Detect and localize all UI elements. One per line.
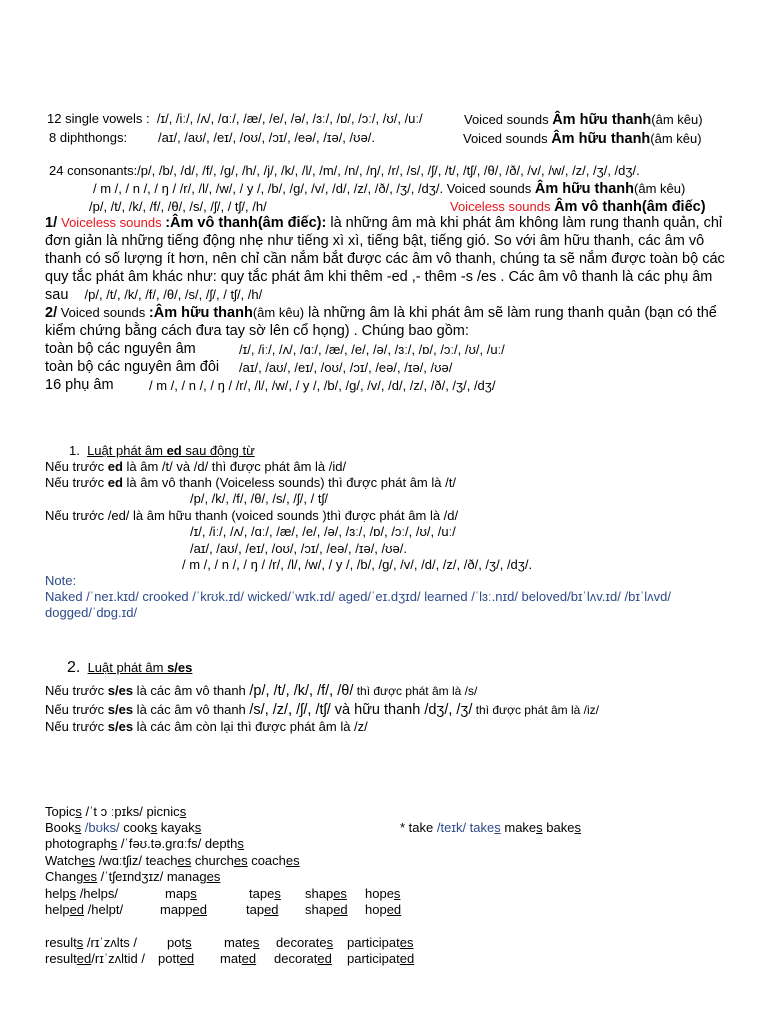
example-line: Books /bʊks/ cooks kayaks — [45, 820, 202, 835]
ed-rule-line: /p/, /k/, /f/, /θ/, /s/, /ʃ/, / tʃ/ — [190, 491, 328, 506]
diphthongs-voiced-label: Voiced sounds Âm hữu thanh(âm kêu) — [463, 131, 702, 147]
example-word: shaped — [305, 902, 348, 917]
example-word: maps — [165, 886, 197, 901]
ed-rule-line: / m /, / n /, / ŋ / /r/, /l/, /w/, / y /, /b/, /g/, /v/, /d/, /z/, /ð/, /ʒ/, /dʒ/. — [182, 557, 533, 572]
example-line: helps /helps/ — [45, 886, 118, 901]
voiced-row-ipa: /ɪ/, /iː/, /ʌ/, /ɑː/, /æ/, /e/, /ə/, /ɜː/, /ɒ/, /ɔː/, /ʊ/, /uː/ — [239, 342, 505, 357]
ed-rule-line: Nếu trước ed là âm vô thanh (Voiceless sounds) thì được phát âm là /t/ — [45, 475, 456, 490]
example-line: Topics /ˈt ɔ ːpɪks/ picnics — [45, 804, 187, 819]
example-word: taped — [246, 902, 279, 917]
diphthongs-ipa: /aɪ/, /aʊ/, /eɪ/, /oʊ/, /ɔɪ/, /eə/, /ɪə/, /ʊə/. — [158, 130, 375, 145]
consonants-line: 24 consonants:/p/, /b/, /d/, /f/, /g/, /h/, /j/, /k/, /l/, /m/, /n/, /ŋ/, /r/, /s/, /ʃ/, /t/, /tʃ/, /θ/, /ð/, /v/, /w/, /z/, /ʒ/, /dʒ/. — [49, 163, 640, 178]
example-word: mates — [224, 935, 260, 950]
example-word: participates — [347, 935, 414, 950]
example-line: photographs /ˈfəʊ.tə.grɑːfs/ depths — [45, 836, 244, 851]
diphthongs-line: 8 diphthongs: — [49, 130, 128, 145]
ses-rule-line: Nếu trước s/es là các âm còn lại thì được phát âm là /z/ — [45, 719, 368, 734]
vowels-voiced-label: Voiced sounds Âm hữu thanh(âm kêu) — [464, 112, 703, 128]
example-word: mated — [220, 951, 257, 966]
note-line: Naked /ˈneɪ.kɪd/ crooked /ˈkrʊk.ɪd/ wicked/ˈwɪk.ɪd/ aged/ˈeɪ.dʒɪd/ learned /ˈlɜː.nɪd/ beloved/bɪˈlʌv.ɪd/ /bɪˈlʌvd/ — [45, 589, 672, 604]
consonants-voiceless-label: Voiceless sounds Âm vô thanh(âm điếc) — [450, 199, 706, 215]
ed-rule-line: /aɪ/, /aʊ/, /eɪ/, /oʊ/, /ɔɪ/, /eə/, /ɪə/, /ʊə/. — [190, 541, 407, 556]
example-line: * take /teɪk/ takes makes bakes — [400, 820, 581, 835]
voiced-row-label: toàn bộ các nguyên âm đôi — [45, 359, 220, 375]
ses-rule-title: 2. Luật phát âm s/es — [67, 659, 193, 676]
note-label: Note: — [45, 573, 77, 588]
ed-rule-line: Nếu trước ed là âm /t/ và /d/ thì được phát âm là /id/ — [45, 459, 347, 474]
ses-rule-line: Nếu trước s/es là các âm vô thanh /s/, /z/, /ʃ/, /tʃ/ và hữu thanh /dʒ/, /ʒ/ thì được phát âm là /iz/ — [45, 702, 599, 718]
example-word: shapes — [305, 886, 347, 901]
example-word: hopes — [365, 886, 401, 901]
example-word: decorates — [276, 935, 334, 950]
vowels-line: 12 single vowels : /ɪ/, /iː/, /ʌ/, /ɑː/, /æ/, /e/, /ə/, /ɜː/, /ɒ/, /ɔː/, /ʊ/, /uː/ — [47, 111, 423, 126]
ed-rule-line: /ɪ/, /iː/, /ʌ/, /ɑː/, /æ/, /e/, /ə/, /ɜː/, /ɒ/, /ɔː/, /ʊ/, /uː/ — [190, 524, 456, 539]
example-word: potted — [158, 951, 195, 966]
example-word: mapped — [160, 902, 207, 917]
ed-rule-line: Nếu trước /ed/ là âm hữu thanh (voiced sounds )thì được phát âm là /d/ — [45, 508, 459, 523]
voiced-row-label: toàn bộ các nguyên âm — [45, 341, 196, 357]
voiced-row-label: 16 phụ âm — [45, 377, 114, 393]
ed-rule-title: 1. Luật phát âm ed sau động từ — [69, 443, 255, 458]
example-word: decorated — [274, 951, 332, 966]
example-word: hoped — [365, 902, 402, 917]
example-line: Watches /wɑːtʃiz/ teaches churches coaches — [45, 853, 300, 868]
example-word: tapes — [249, 886, 281, 901]
consonants-voiced-line: / m /, / n /, / ŋ / /r/, /l/, /w/, / y /, /b/, /g/, /v/, /d/, /z/, /ð/, /ʒ/, /dʒ/. Voiced sounds Âm hữu thanh(âm kêu) — [93, 181, 686, 197]
voiced-row-ipa: / m /, / n /, / ŋ / /r/, /l/, /w/, / y /, /b/, /g/, /v/, /d/, /z/, /ð/, /ʒ/, /dʒ/ — [149, 378, 496, 393]
example-line: Changes /ˈtʃeɪndʒɪz/ manages — [45, 869, 221, 884]
ses-rule-line: Nếu trước s/es là các âm vô thanh /p/, /t/, /k/, /f/, /θ/ thì được phát âm là /s/ — [45, 683, 478, 699]
voiced-row-ipa: /aɪ/, /aʊ/, /eɪ/, /oʊ/, /ɔɪ/, /eə/, /ɪə/, /ʊə/ — [239, 360, 453, 375]
example-line: resulted/rɪˈzʌltid / — [45, 951, 146, 966]
section-voiceless: 1/ Voiceless sounds :Âm vô thanh(âm điếc): là những âm mà khi phát âm không làm rung thanh quản, chỉ đơn giản là những tiếng động nhẹ như tiếng xì xì, tiếng bật, tiếng gió. So với âm hữu thanh, các âm vô thanh có số lượng ít hơn, nên chỉ cần nắm bắt được các âm vô thanh, chúng ta sẽ nắm được toàn bộ các quy tắc phát âm khác như: quy tắc phát âm khi thêm -ed ,- thêm -s /es . Các âm vô thanh là các phụ âm sau /p/, /t/, /k/, /f/, /θ/, /s/, /ʃ/, / tʃ/, /h/ — [45, 215, 725, 303]
example-word: participated — [347, 951, 415, 966]
section-voiced: 2/ Voiced sounds :Âm hữu thanh(âm kêu) là những âm là khi phát âm sẽ làm rung thanh quản (bạn có thể kiểm chứng bằng cách đưa tay sờ lên cổ họng) . Chúng bao gồm: — [45, 305, 717, 339]
example-word: pots — [167, 935, 192, 950]
example-line: helped /helpt/ — [45, 902, 124, 917]
consonants-voiceless-ipa: /p/, /t/, /k/, /f/, /θ/, /s/, /ʃ/, / tʃ/, /h/ — [89, 199, 267, 214]
example-line: results /rɪˈzʌlts / — [45, 935, 138, 950]
note-line: dogged/ˈdɒg.ɪd/ — [45, 605, 138, 620]
